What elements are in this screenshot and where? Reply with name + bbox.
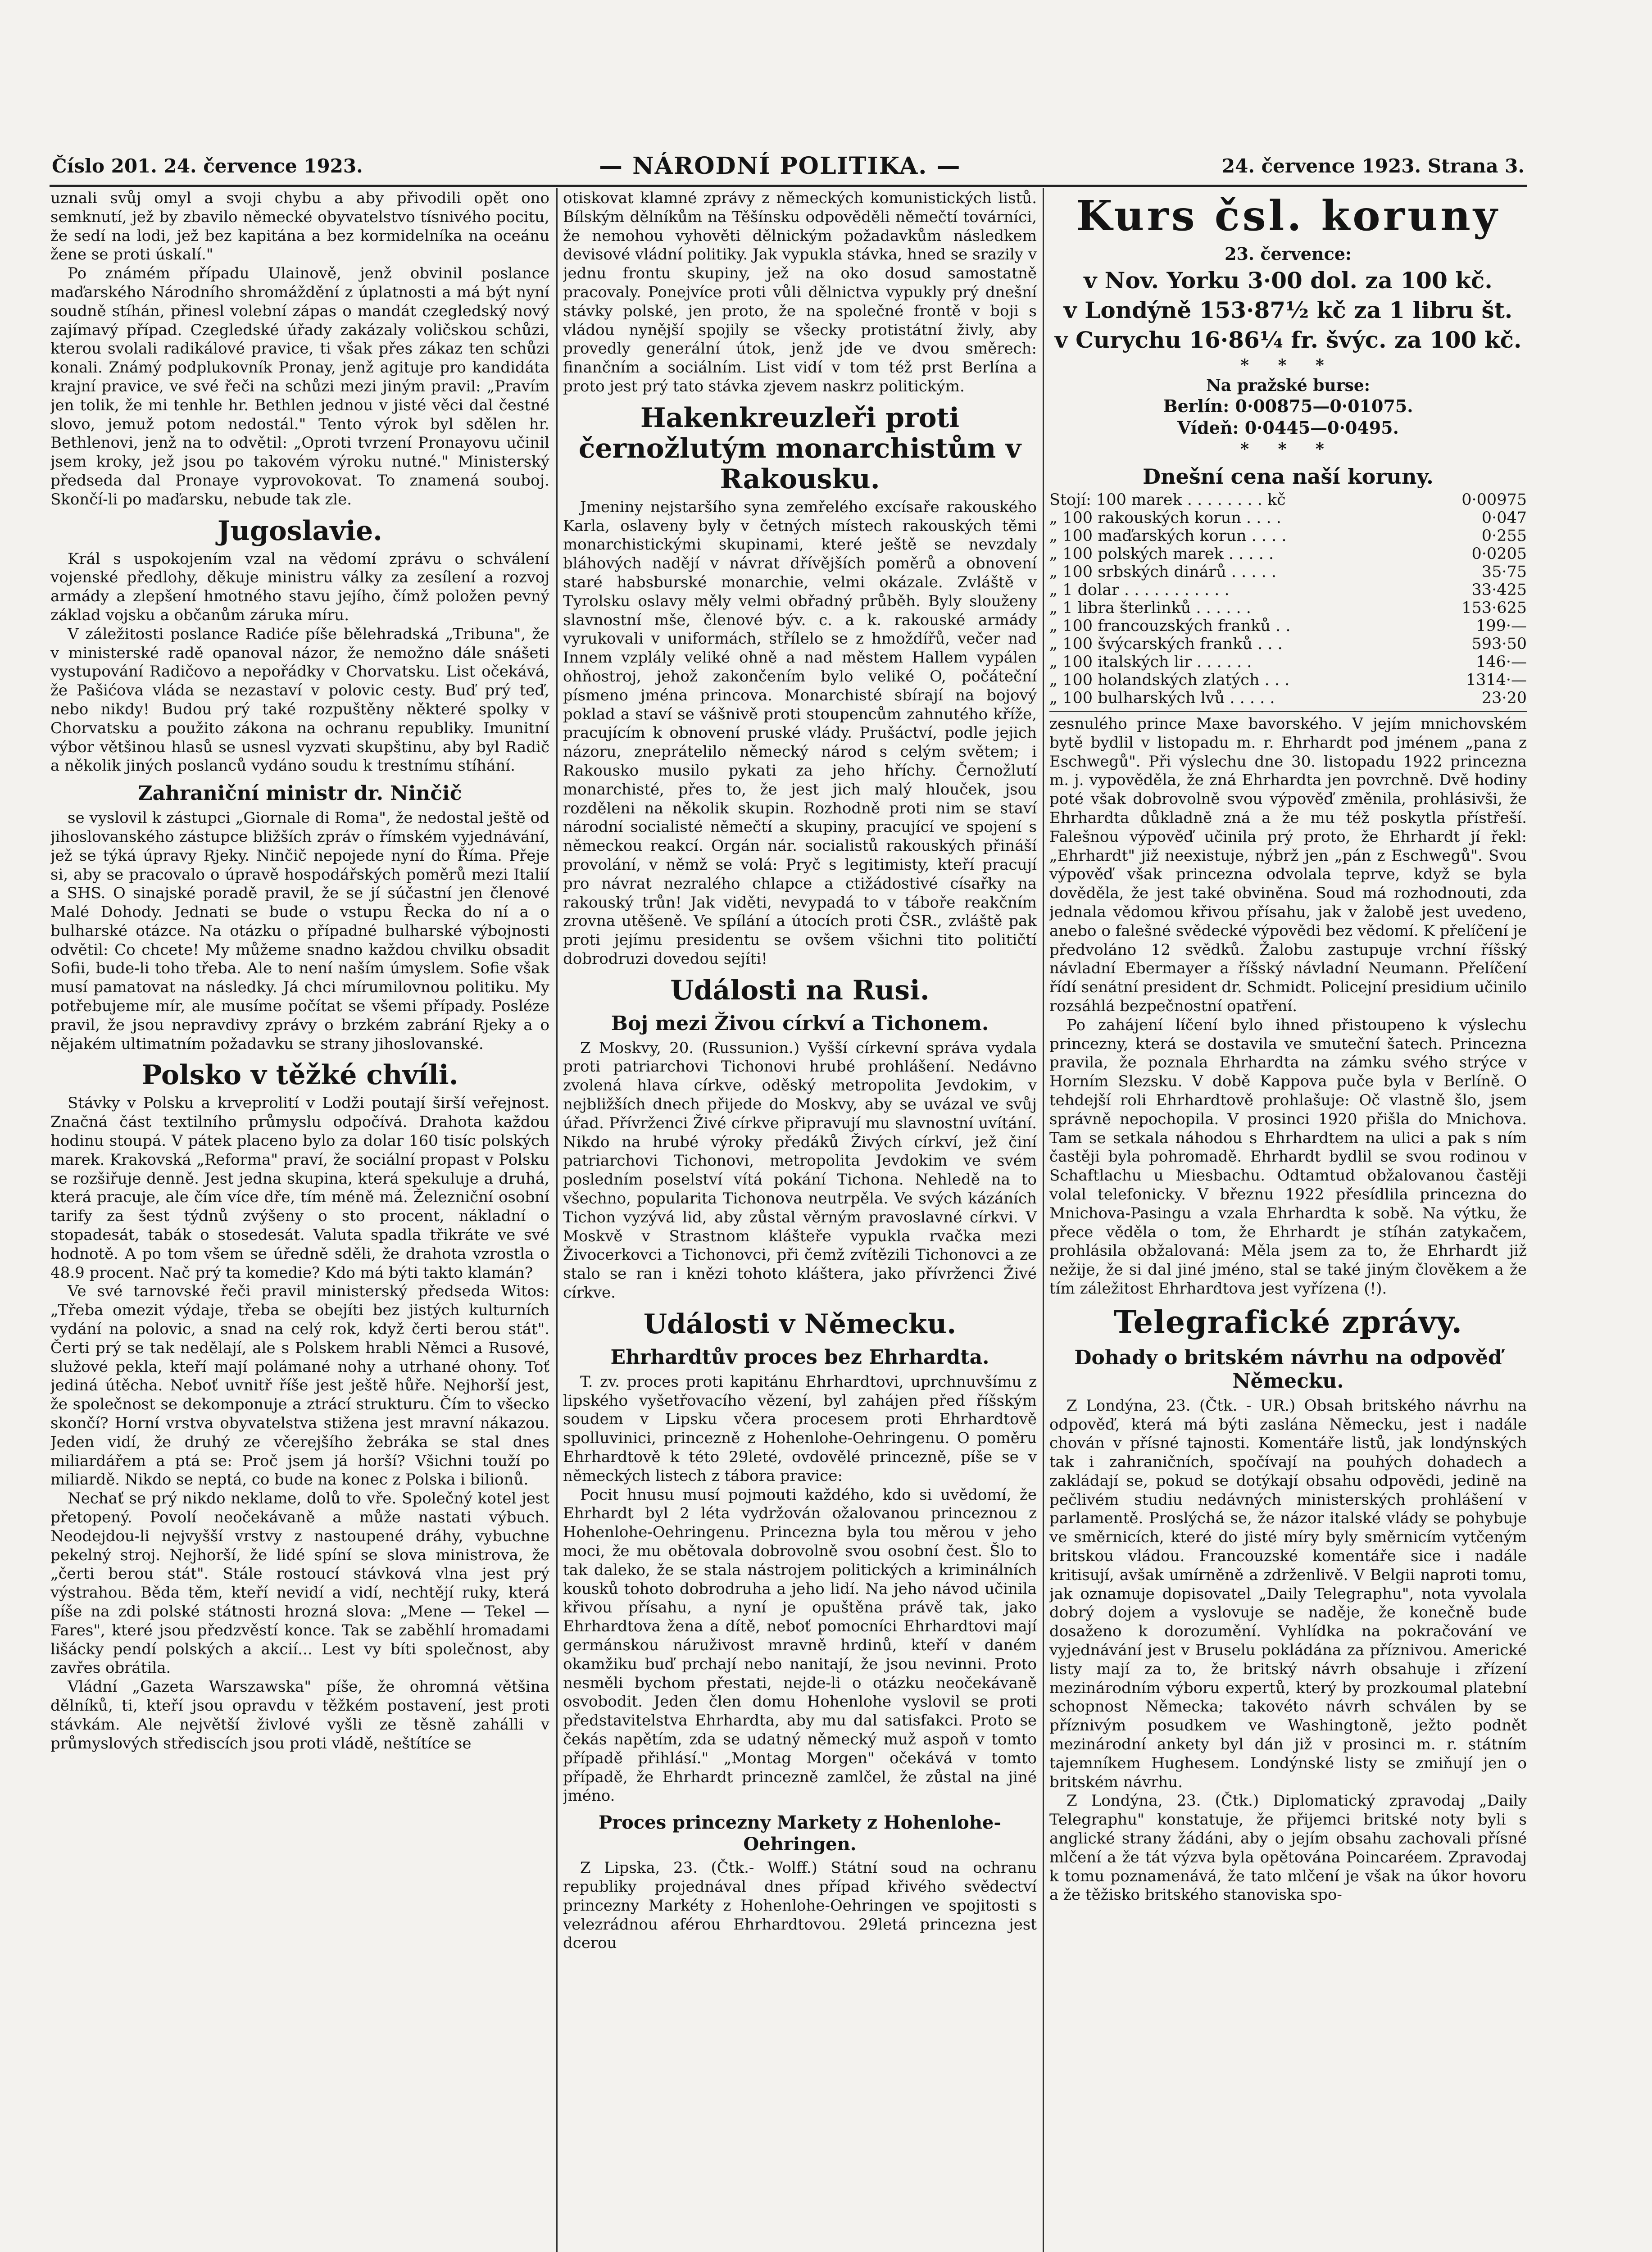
section-heading: Telegrafické zprávy. — [1113, 1304, 1463, 1340]
rate-value: 23·20 — [1481, 689, 1527, 707]
article-text: Pocit hnusu musí pojmouti každého, kdo si uvědomí, že Ehrhardt byl 2 léta vydržován ožalovanou princeznou z Hohenlohe-Oehringenu. Princezna byla tou měrou v jeho moci, že mu obětovala dobrovolně svou osobní čest. Šlo to tak daleko, že se stala nástrojem politických a kriminálních kousků tohoto dobrodruha a jeho lidí. Na jeho návod učinila křivou přísahu, a nyní je opuštěna právě tak, jako Ehrhardtova žena a dítě, neboť pomocníci Ehrhardtovi mají germánskou náruživost mravně hrdinů, kteří v daném okamžiku buď prchají nebo nanitají, že jsou nevinni. Proto nesměli bychom přestati, nejde-li o otázku neočekávaně osvobodit. Jeden člen domu Hohenlohe vyslovil se proti představitelstva Ehrhardta, aby mu dal satisfakci. Proto se čekás napětím, zda se udatný německý muž aspoň v tomto případě přihlásí." „Montag Morgen" očekává v tomto případě, že Ehrhardt princezně zamlčel, že zůstal na jiné jméno. — [563, 1485, 1037, 1805]
rate-label: „ 100 švýcarských franků . . . — [1049, 635, 1283, 653]
subheading: Dohady o britském návrhu na odpověď Německu. — [1074, 1346, 1502, 1393]
column-1 — [50, 189, 549, 2252]
rate-row — [1049, 689, 1527, 707]
article-text: uznali svůj omyl a svoji chybu a aby přivodili opět ono semknutí, jež by zbavilo německé obyvatelstvo tísnivého pocitu, že sedí na lodi, jež bez kapitána a bez kormidelníka na oceánu žene se proti úskalí." — [50, 189, 549, 264]
exchange-rate-title: Kurs čsl. koruny — [1076, 191, 1500, 240]
article-text: Ve své tarnovské řeči pravil ministerský předseda Witos: „Třeba omezit výdaje, třeba se obejíti bez jistých kulturních vydání na polovic, a snad na celý rok, když čerti berou stát". Čerti prý se tak nedělají, ale s Polskem hrabli Němci a Rusové, služové pekla, kteří mají polámané nohy a utrhané ohony. Toť jediná útěcha. Neboť uvnitř říše jest ještě hůře. Nejhorší jest, že společnost se dekomponuje a ztrácí strukturu. Čím to všecko skončí? Horní vrstva obyvatelstva stižena jest mravní nákazou. Jeden vidí, že druhý ze včerejšího žebráka se stal dnes miliardářem a ptá se: Proč jsem já horší? Všichni touží po miliardě. Nikdo se neptá, co bude na konec z Polska i bilionů. — [50, 1282, 549, 1489]
rate-label: „ 100 bulharských lvů . . . . . — [1049, 689, 1275, 707]
rate-row — [1049, 563, 1527, 581]
crown-price-table — [1049, 491, 1527, 707]
exchange-rate-box — [1049, 191, 1527, 707]
article-text: Vládní „Gazeta Warszawska" píše, že ohromná většina dělníků, ti, kteří jsou opravdu v těžkém postavení, jest proti stávkám. Ale největší živlové vyšli ze těsně zahálli v průmyslových střediscích jsou proti vládě, neštítíce se — [50, 1678, 549, 1753]
separator-stars: * * * — [1240, 356, 1336, 375]
subheading: Proces princezny Markety z Hohenlohe-Oehringen. — [599, 1812, 1001, 1855]
rate-row — [1049, 491, 1527, 509]
column-3 — [1049, 189, 1527, 2252]
article-text: Král s uspokojením vzal na vědomí zprávu o schválení vojenské předlohy, děkuje ministru války za zesílení a rozvoj armády a zlepšení hmotného stavu jejího, čímž položen pevný základ vojsku a občanům záruka míru. — [50, 549, 549, 624]
column-divider-1 — [556, 188, 558, 2252]
article-text: Nechať se prý nikdo neklame, dolů to vře. Společný kotel jest přetopený. Povolí neočekávaně a může nastati výbuch. Neodejdou-li nejvyšší vrstvy z nastoupené dráhy, vybuchne pekelný stroj. Nejhorší, že lidé spíní se slova ministrova, že „čerti berou stát". Stále rostoucí stávková vlna jest prý výstrahou. Běda těm, kteří nevidí a vidí, nechtějí ruky, která píše na zdi polské státnosti hrozná slova: „Mene — Tekel — Fares", které jsou předzvěstí konce. Tak se zaběhlí hromadami lišácky pendí polských a akcií... Lest vy bíti společnost, aby zavřes obrátila. — [50, 1489, 549, 1677]
rate-label: „ 100 francouzských franků . . — [1049, 617, 1291, 635]
column-2 — [563, 189, 1037, 2252]
separator-stars: * * * — [1240, 440, 1336, 459]
article-text: Z Londýna, 23. (Čtk. - UR.) Obsah britského návrhu na odpověď, která má býti zaslána Německu, jest i nadále chován v přísné tajnosti. Komentáře listů, jak londýnských tak i zahraničních, spočívají na pouhých dohadech a zakládají se, pokud se dotýkají obsahu odpovědi, jedině na pečlivém studiu nedávných ministerských prohlášení v parlamentě. Proslýchá se, že názor italské vlády se pohybuje ve směrnicích, které do jisté míry byly směrnicím vytčeným britskou vládou. Francouzské komentáře sice i nadále kritisují, avšak umírněně a zdrženlivě. V Belgii naproti tomu, jak oznamuje dopisovatel „Daily Telegraphu", nota vyvolala dobrý dojem a vyslovuje se naděje, že konečně bude dosaženo k dorozumění. Vyhlídka na pokračování ve vyjednávání jest v Bruselu pokládána za příznivou. Americké listy mají za to, že britský návrh obsahuje i zřízení mezinárodním výboru expertů, který by prozkoumal platební schopnost Německa; takovéto návrh schválen by se příznivým posudkem ve Washingtoně, ježto podnět mezinárodní ankety byl dán již v prosinci m. r. státním tajemníkem Hughesem. Londýnské listy se zmiňují jen o britském návrhu. — [1049, 1396, 1527, 1791]
article-text: T. zv. proces proti kapitánu Ehrhardtovi, uprchnuvšímu z lipského vyšetřovacího vězení, byl zahájen před říšským soudem v Lipsku včera procesem proti Ehrhardtově spolluvinici, princezně z Hohenlohe-Oehringenu. O poměru Ehrhardtově k této 29leté, ovdovělé princezně, píše se v německých listech z tábora pravice: — [563, 1372, 1037, 1485]
rate-row — [1049, 581, 1527, 599]
section-heading: Události v Německu. — [643, 1308, 957, 1340]
column-divider-2 — [1043, 188, 1044, 2252]
article-text: Z Moskvy, 20. (Russunion.) Vyšší církevní správa vydala proti patriarchovi Tichonovi hrubé prohlášení. Nedávno zvolená hlava církve, oděský metropolita Jevdokim, v nejbližších dnech přijede do Moskvy, aby se uvázal ve svůj úřad. Přívrženci Živé církve připravují mu slavnostní uvítání. Nikdo na hrubé výroky předáků Živých církví, jež činí patriarchovi Tichonovi, metropolita Jevdokim ve svém posledním poselství vítá pokání Tichona. Nehledě na to všechno, popularita Tichonova neutrpěla. Ve svých kázáních Tichon vyzývá lid, aby zůstal věrným pravoslavné církvi. V Moskvě v Strastnom klášteře vypukla rvačka mezi Živocerkovci a Tichonovci, při čemž zvítězili Tichonovci a ze stalo se ran i knězi tohoto kláštera, jako přívrženci Živé církve. — [563, 1039, 1037, 1302]
rate-label: Stojí: 100 marek . . . . . . . . kč — [1049, 491, 1286, 509]
rate-value: 35·75 — [1481, 563, 1527, 581]
newspaper-title: — NÁRODNÍ POLITIKA. — — [599, 152, 961, 180]
section-heading: Jugoslavie. — [217, 515, 383, 547]
rate-row — [1049, 635, 1527, 653]
rate-label: „ 100 srbských dinárů . . . . . — [1049, 563, 1277, 581]
section-heading: Hakenkreuzleři proti černožlutým monarchistům v Rakousku. — [578, 402, 1021, 495]
rate-value: 0·00975 — [1461, 491, 1527, 509]
rate-row — [1049, 599, 1527, 617]
rate-value: 33·425 — [1471, 581, 1527, 599]
rate-row — [1049, 617, 1527, 635]
article-text: Jmeniny nejstaršího syna zemřelého excísaře rakouského Karla, oslaveny byly v četných místech rakouských těmi monarchistickými skupinami, které ještě se nevzdaly bláhových nadějí v návrat dřívějších poměrů a obnovení staré habsburské monarchie, velmi okázale. Zvláště v Tyrolsku oslavy měly velmi obřadný průběh. Byly slouženy slavnostní mše, členové býv. c. a k. rakouské armády vyrukovali v uniformách, střílelo se z hmoždířů, večer nad Innem vzplály veliké ohně a nad městem Hallem vypálen ohňostroj, jehož zakončením bylo veliké O, počáteční písmeno jména princova. Monarchisté sbírají na bojový poklad a staví se vášnivě proti stoupencům zahnutého kříže, pracujícím k obnovení pruské vlády. Prušáctví, podle jejich názoru, zneprátelilo německý národ s celým světem; i Rakousko musilo pykati za jeho hříchy. Černožlutí monarchisté, přes to, že jest jich malý hlouček, jsou rozděleni na několik skupin. Rozhodně proti nim se staví národní socialisté němečtí a skupiny, pracující ve spojení s německou reakcí. Orgán nár. socialistů rakouských přináší provolání, v němž se volá: Pryč s legitimisty, kteří pracují pro návrat nezralého chlapce a ctižádostivé císařky na rakouský trůn! Jak viděti, nevypadá to v táboře reakčním zrovna utěšeně. Ve spílání a útocích proti ČSR., zvláště pak proti jejímu presidentu se ovšem všichni tito političtí dobrodruzi dovedou sejíti! — [563, 498, 1037, 968]
subheading: Zahraniční ministr dr. Ninčič — [138, 782, 462, 805]
rate-label: „ 1 dolar . . . . . . . . . . . — [1049, 581, 1230, 599]
rate-label: „ 100 maďarských korun . . . . — [1049, 527, 1287, 545]
rate-label: „ 100 italských lir . . . . . . — [1049, 653, 1252, 671]
crown-price-title: Dnešní cena naší koruny. — [1143, 464, 1434, 489]
rate-value: 0·047 — [1481, 509, 1527, 527]
rate-row — [1049, 545, 1527, 563]
rate-row — [1049, 671, 1527, 689]
rate-row — [1049, 509, 1527, 527]
rate-label: „ 1 libra šterlinků . . . . . . — [1049, 599, 1251, 617]
issue-number: Číslo 201. 24. července 1923. — [52, 155, 363, 177]
rate-value: 153·625 — [1461, 599, 1527, 617]
rate-value: 593·50 — [1471, 635, 1527, 653]
rate-row — [1049, 527, 1527, 545]
box-rule — [1049, 711, 1527, 712]
article-text: otiskovat klamné zprávy z německých komunistických listů. Bílským dělníkům na Těšínsku odpověděli němečtí továrníci, že nemohou vyhověti dělnickým požadavkům následkem devisové vládní politiky. Jak vypukla stávka, hned se srazily v jednu frontu skupiny, jež na oko dosud samostatně pracovaly. Ponejvíce proti vůli dělnictva vypukly prý dnešní stávky polské, jen proto, že na společné frontě v boji s vládou nynější spojily se všecky protistátní živly, aby provedly generální útok, jenž jde ve dvou směrech: finančním a sociálním. List vidí v tom též prst Berlína a proto jest prý tato stávka zjevem naskrz politickým. — [563, 189, 1037, 395]
article-text: Z Londýna, 23. (Čtk.) Diplomatický zpravodaj „Daily Telegraphu" konstatuje, že přijemci britské noty byli s anglické strany žádáni, aby o jejím obsahu zachovali přísné mlčení a že tát výzva byla opětována Poincaréem. Zpravodaj k tomu poznamenává, že tato mlčení je však na úkor hovoru a že těžisko britského stanoviska spo- — [1049, 1792, 1527, 1904]
rate-label: „ 100 polských marek . . . . . — [1049, 545, 1274, 563]
rate-label: „ 100 rakouských korun . . . . — [1049, 509, 1281, 527]
rate-row — [1049, 653, 1527, 671]
rate-value: 0·255 — [1481, 527, 1527, 545]
header-rule — [50, 185, 1527, 187]
rate-value: 199·— — [1476, 617, 1527, 635]
rate-value: 1314·— — [1466, 671, 1527, 689]
rate-label: „ 100 holandských zlatých . . . — [1049, 671, 1290, 689]
section-heading: Polsko v těžké chvíli. — [141, 1059, 458, 1091]
page-header — [52, 149, 1525, 185]
page-date-number: 24. července 1923. Strana 3. — [1221, 155, 1525, 177]
subheading: Ehrhardtův proces bez Ehrhardta. — [610, 1345, 989, 1369]
article-text: zesnulého prince Maxe bavorského. V jejím mnichovském bytě bydlil v listopadu m. r. Ehrhardt pod jménem „pana z Eschwegů". Při výslechu dne 30. listopadu 1922 princezna m. j. vypověděla, že zná Ehrhardta jen povrchně. Dvě hodiny poté však dobrovolně svou výpověď změnila, prohlásivši, že Ehrhardta důkladně zná a že mu též poskytla přístřeší. Falešnou výpověď učinila prý proto, že Ehrhardt jí řekl: „Ehrhardt" již neexistuje, nýbrž jen „pán z Eschwegů". Svou výpověď však princezna odvolala teprve, když se byla dověděla, že jest také obviněna. Soud má rozhodnouti, zda jednala vědomou křivou přísahu, jak v žalobě jest uvedeno, anebo o falešné svědecké výpovědi bez vědomí. K přelíčení je předvoláno 12 svědků. Žalobu zastupuje vrchní říšský návladní Ebermayer a říšský návladní Neumann. Přelíčení řídí senátní president dr. Schmidt. Policejní presidium učinilo rozsáhlá bezpečnostní opatření. — [1049, 715, 1527, 1015]
article-text: Po známém případu Ulainově, jenž obvinil poslance maďarského Národního shromáždění z úplatnosti a má být nyní soudně stíhán, přinesl volební zápas o mandát czegledský nový zajímavý případ. Czegledské úřady zakázaly voličskou schůzi, kterou svolali radikálové pravice, ti však přes zákaz ten schůzi konali. Známý podplukovník Pronay, jenž agituje pro kandidáta krajní pravice, ve své řeči na schůzi mezi jiným pravil: „Pravím jen tolik, že mi tenhle hr. Bethlen jednou v jisté věci dal čestné slovo, jemuž potom nedostál." Tento výrok byl sdělen hr. Bethlenovi, jenž na to odvětil: „Oproti tvrzení Pronayovu učinil jsem kroky, jež jsou po takovém výroku nutné." Ministerský předseda dal Pronaye vyprovokovat. To znamená souboj. Skončí-li po maďarsku, nebude tak zle. — [50, 264, 549, 509]
burse-title: Na pražské burse: — [1206, 376, 1371, 395]
article-text: Po zahájení líčení bylo ihned přistoupeno k výslechu princezny, která se dostavila ve smuteční šatech. Princezna pravila, že poznala Ehrhardta na zámku svého strýce v Horním Slezsku. V době Kappova puče byla v Berlíně. O tehdejší roli Ehrhardtově prohlašuje: Oč vlastně šlo, jsem správně nepochopila. V prosinci 1920 přišla do Mnichova. Tam se setkala náhodou s Ehrhardtem na ulici a pak s ním častěji byla pohromadě. Ehrhardt bydlil se svou rodinou v Schaftlachu u Miesbachu. Odtamtud obžalovanou častěji volal telefonicky. V březnu 1922 přesídlila princezna do Mnichova-Pasingu a vzala Ehrhardta k sobě. Na výtku, že přece věděla o tom, že Ehrhardt je stíhán zatykačem, prohlásila obžalovaná: Měla jsem za to, že Ehrhardt již nežije, že si dal jiné jméno, stal se také jiným člověkem a že tím záležitost Ehrhardtova jest vyřízena (!). — [1049, 1016, 1527, 1298]
rate-value: 0·0205 — [1471, 545, 1527, 563]
rate-zurich: v Curychu 16·86¼ fr. švýc. za 100 kč. — [1054, 327, 1522, 353]
article-text: V záležitosti poslance Radiće píše bělehradská „Tribuna", že v ministerské radě opanoval názor, že nemožno dále snášeti vystupování Radičovo a nepořádky v Chorvatsku. List očekává, že Pašićova vláda se nezastaví v polovic cesty. Buď prý teď, nebo nikdy! Budou prý také rozpuštěny některé spolky v Chorvatsku a použito zákona na ochranu republiky. Imunitní výbor většinou hlasů se usnesl vyzvati skupštinu, aby byl Radič a několik jiných poslanců vydáno soudu k trestnímu stíhání. — [50, 625, 549, 775]
rate-value: 146·— — [1476, 653, 1527, 671]
rate-london: v Londýně 153·87½ kč za 1 libru št. — [1063, 297, 1513, 323]
article-text: se vyslovil k zástupci „Giornale di Roma", že nedostal ještě od jihoslovanského zástupce bližších zpráv o římském vyjednávání, jež se týká úpravy Rjeky. Ninčič nepojede nyní do Říma. Přeje si, aby se pracovalo o úpravě hospodářských poměrů mezi Italií a SHS. O sinajské poradě pravil, že se jí súčastní jen členové Malé Dohody. Jednati se bude o vstupu Řecka do ní a o bulharské otázce. Na otázku o případné bulharské výbojnosti odvětil: Co chcete! My můžeme snadno každou chvilku obsadit Sofii, bude-li toho třeba. Ale to není naším úmyslem. Sofie však musí pamatovat na následky. Já chci mírumilovnou politiku. My potřebujeme mír, ale musíme počítat se všemi případy. Posléze pravil, že jsou nepravdivy zprávy o brzkém zabrání Rjeky a o nějakém ultimatním požadavku se strany jihoslovanské. — [50, 809, 549, 1053]
rate-vienna: Vídeň: 0·0445—0·0495. — [1177, 418, 1399, 438]
section-heading: Události na Rusi. — [670, 974, 930, 1006]
rate-new-york: v Nov. Yorku 3·00 dol. za 100 kč. — [1084, 267, 1493, 294]
rate-berlin: Berlín: 0·00875—0·01075. — [1163, 396, 1413, 416]
subheading: Boj mezi Živou církví a Tichonem. — [611, 1012, 989, 1035]
article-text: Stávky v Polsku a krveprolití v Lodži poutají širší veřejnost. Značná část textilního průmyslu odpočívá. Drahota každou hodinu stoupá. V pátek placeno bylo za dolar 160 tisíc polských marek. Krakovská „Reforma" praví, že sociální propast v Polsku se rozšiřuje denně. Jest jedna skupina, která spekuluje a druhá, která pracuje, ale čím více dře, tím méně má. Železniční osobní tarify za šest týdnů zvýšeny o sto procent, nákladní o stopadesát, tabák o stosedesát. Valuta spadla třikráte ve své hodnotě. A po tom všem se úředně sděli, že drahota vzrostla o 48.9 procent. Nač prý ta komedie? Kdo má býti takto klamán? — [50, 1094, 549, 1282]
exchange-rate-date: 23. července: — [1225, 244, 1352, 264]
article-text: Z Lipska, 23. (Čtk.- Wolff.) Státní soud na ochranu republiky projednával dnes případ křivého svědectví princezny Markéty z Hohenlohe-Oehringen ve spojitosti s velezrádnou aférou Ehrhardtovou. 29letá princezna jest dcerou — [563, 1859, 1037, 1952]
